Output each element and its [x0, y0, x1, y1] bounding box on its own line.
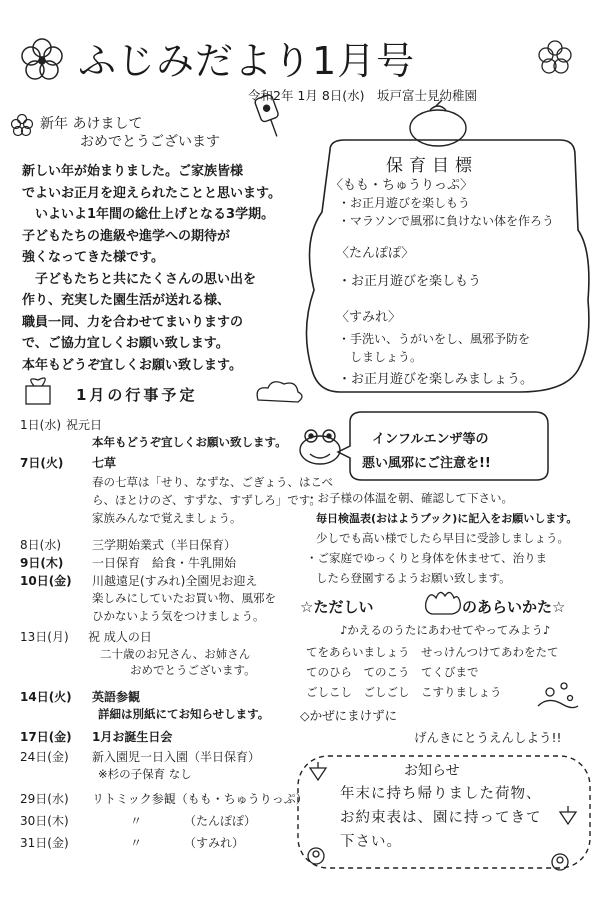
- notice-line: お約束表は、園に持ってきて: [340, 810, 542, 826]
- handwash-song: ♪かえるのうたにあわせてやってみよう♪: [340, 623, 551, 637]
- date-and-school: 令和2年 1月 8日(水) 坂戸富士見幼稚園: [248, 88, 478, 103]
- event-text: リトミック参観（もも・ちゅうりっぷ）: [92, 792, 308, 806]
- event-sub: 詳細は別紙にてお知らせします。: [98, 707, 270, 721]
- event-text: 1月お誕生日会: [92, 730, 173, 744]
- goals-tanpopo-label: 〈たんぽぽ〉: [336, 246, 415, 261]
- event-text: 川越遠足(すみれ)全園児お迎え: [92, 574, 258, 588]
- event-sub: ら、ほとけのざ、すずな、すずしろ」です。: [92, 493, 321, 507]
- goals-momo-label: 〈もも・ちゅうりっぷ〉: [330, 178, 474, 193]
- flu-text-line: 少しでも高い様でしたら早目に受診しましょう。: [316, 531, 569, 545]
- event-sub: 楽しみにしていたお買い物、風邪を: [92, 591, 276, 605]
- intro-line: 本年もどうぞ宜しくお願い致します。: [22, 357, 242, 373]
- event-text: 〃 （すみれ）: [130, 836, 245, 850]
- event-date: 30日(木): [20, 814, 69, 828]
- flu-warning-line-1: インフルエンザ等の: [372, 432, 489, 447]
- handwash-diamond-line: ◇かぜにまけずに: [300, 708, 398, 723]
- intro-line: 強くなってきた様です。: [22, 250, 164, 265]
- event-date: 1日(水): [20, 418, 61, 432]
- event-text: 新入園児一日入園（半日保育）: [92, 750, 261, 764]
- events-title: 1月の行事予定: [76, 386, 198, 404]
- plum-flower-icon: [12, 115, 33, 136]
- plum-flower-icon: [539, 41, 571, 73]
- hands-icon: [426, 592, 461, 614]
- intro-line: 子どもたちの進級や進学への期待が: [22, 228, 231, 244]
- washing-hands-icon: [538, 683, 578, 708]
- intro-line: で、ご協力宜しくお願い致します。: [22, 336, 229, 351]
- flu-text-line: 毎日検温表(おはようブック)に記入をお願いします。: [316, 512, 578, 525]
- event-text: 七草: [92, 456, 117, 470]
- event-date: 14日(火): [20, 690, 72, 704]
- flu-text-line: ・ご家庭でゆっくりと身体を休ませて、治りま: [306, 551, 548, 565]
- event-date: 24日(金): [20, 750, 69, 764]
- daruma-icon: [308, 848, 324, 864]
- event-text: 三学期始業式（半日保育）: [92, 538, 237, 552]
- goals-momo-item: ・マラソンで風邪に負けない体を作ろう: [338, 214, 555, 228]
- intro-line: でよいお正月を迎えられたことと思います。: [22, 185, 281, 201]
- event-text: 祝 成人の日: [88, 630, 152, 644]
- event-date: 7日(火): [20, 456, 64, 470]
- event-date: 8日(水): [20, 538, 61, 552]
- event-sub: 本年もどうぞ宜しくお願い致します。: [92, 435, 287, 449]
- event-date: 29日(水): [20, 792, 69, 806]
- goals-sumire-item: ・手洗い、うがいをし、風邪予防を: [338, 332, 531, 346]
- mikan-icon: [410, 100, 466, 146]
- event-text: 祝元日: [66, 418, 103, 432]
- page-title: ふじみだより1月号: [78, 39, 416, 83]
- gift-icon: [26, 378, 50, 404]
- handwash-line: てのひら てのこう てくびまで: [306, 665, 479, 679]
- notice-title: お知らせ: [404, 763, 460, 779]
- flu-warning-line-2: 悪い風邪にご注意を!!: [362, 456, 491, 471]
- event-sub: ※杉の子保育 なし: [98, 767, 192, 781]
- event-text: 一日保育 給食・牛乳開始: [92, 556, 237, 570]
- intro-text: [22, 162, 314, 377]
- goals-sumire-item: ・お正月遊びを楽しみましょう。: [338, 372, 534, 387]
- event-sub: 春の七草は「せり、なずな、ごぎょう、はこべ: [92, 475, 334, 489]
- handwash-line: ごしこし ごしごし こすりましょう: [306, 685, 502, 699]
- cloud-ornament-icon: [257, 382, 302, 402]
- handwash-title-post: のあらいかた☆: [462, 598, 566, 616]
- goals-sumire-label: 〈すみれ〉: [336, 310, 402, 325]
- intro-line: いよいよ1年間の総仕上げとなる3学期。: [22, 207, 275, 222]
- spinning-top-icon: [560, 806, 576, 824]
- greeting-line-2: おめでとうございます: [80, 134, 220, 150]
- goals-title: 保育目標: [386, 156, 478, 176]
- goals-sumire-item-cont: しましょう。: [350, 350, 423, 364]
- event-date: 17日(金): [20, 730, 72, 744]
- event-date: 31日(金): [20, 836, 69, 850]
- frog-icon: [300, 430, 340, 464]
- flu-text-line: したら登園するようお願い致します。: [316, 571, 511, 585]
- event-date: 9日(木): [20, 556, 64, 570]
- notice-line: 下さい。: [340, 834, 402, 850]
- goals-tanpopo-item: ・お正月遊びを楽しもう: [338, 274, 482, 289]
- notice-line: 年末に持ち帰りました荷物、: [340, 786, 542, 802]
- event-sub: 二十歳のお兄さん、お姉さん: [100, 647, 251, 661]
- event-text: 英語参観: [92, 690, 141, 704]
- handwash-health-line: げんきにとうえんしよう!!: [414, 730, 562, 745]
- intro-line: 職員一同、力を合わせてまいりますの: [22, 314, 244, 330]
- event-sub: ひかないよう気をつけましょう。: [92, 609, 265, 623]
- intro-line: 新しい年が始まりました。ご家族皆様: [22, 164, 244, 179]
- intro-line: 子どもたちと共にたくさんの思い出を: [22, 271, 257, 287]
- handwash-title-pre: ☆ただしい: [300, 598, 374, 616]
- event-date: 10日(金): [20, 574, 72, 588]
- goals-momo-item: ・お正月遊びを楽しもう: [338, 196, 471, 210]
- flu-text-line: ・お子様の体温を朝、確認して下さい。: [306, 491, 513, 505]
- event-sub: おめでとうございます。: [130, 663, 256, 677]
- greeting-line-1: 新年 あけまして: [40, 116, 143, 132]
- event-text: 〃 （たんぽぽ）: [130, 814, 257, 828]
- spinning-top-icon: [310, 762, 326, 780]
- intro-line: 作り、充実した園生活が送れる様、: [22, 293, 231, 308]
- event-sub: 家族みんなで覚えましょう。: [92, 511, 242, 525]
- plum-flower-icon: [22, 39, 62, 79]
- event-date: 13日(月): [20, 630, 69, 644]
- handwash-line: てをあらいましょう せっけんつけてあわをたて: [306, 645, 559, 659]
